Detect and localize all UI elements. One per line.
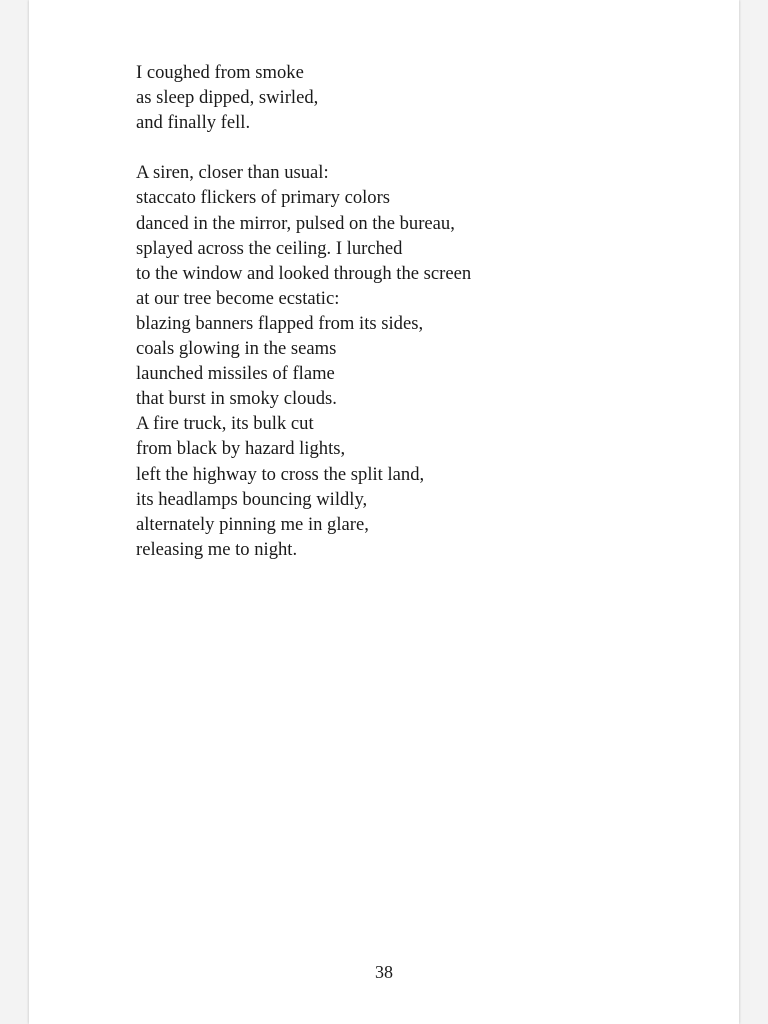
poem-line: at our tree become ecstatic: [136,287,340,309]
poem-line: releasing me to night. [136,538,298,560]
poem-line: that burst in smoky clouds. [136,388,337,410]
poem-line: and finally fell. [136,112,251,134]
poem-line: danced in the mirror, pulsed on the bureau, [136,212,455,234]
book-page[interactable] [29,0,739,1024]
poem-line: staccato flickers of primary colors [136,187,391,209]
poem-text [136,60,471,562]
poem-line: A fire truck, its bulk cut [136,413,314,435]
page-number: 38 [375,962,393,982]
poem-line: its headlamps bouncing wildly, [136,488,368,510]
poem-line: left the highway to cross the split land, [136,463,425,485]
poem-line: as sleep dipped, swirled, [136,87,319,109]
poem-line: to the window and looked through the screen [136,262,472,284]
poem-line: A siren, closer than usual: [136,162,329,184]
poem-line: launched missiles of flame [136,363,335,385]
poem-line: from black by hazard lights, [136,438,346,460]
poem-line: splayed across the ceiling. I lurched [136,237,403,259]
poem-line: I coughed from smoke [136,62,304,83]
poem-line: blazing banners flapped from its sides, [136,312,424,334]
stanza-1 [136,60,471,135]
poem-line: alternately pinning me in glare, [136,513,369,535]
stanza-2 [136,160,471,562]
poem-line: coals glowing in the seams [136,338,337,360]
